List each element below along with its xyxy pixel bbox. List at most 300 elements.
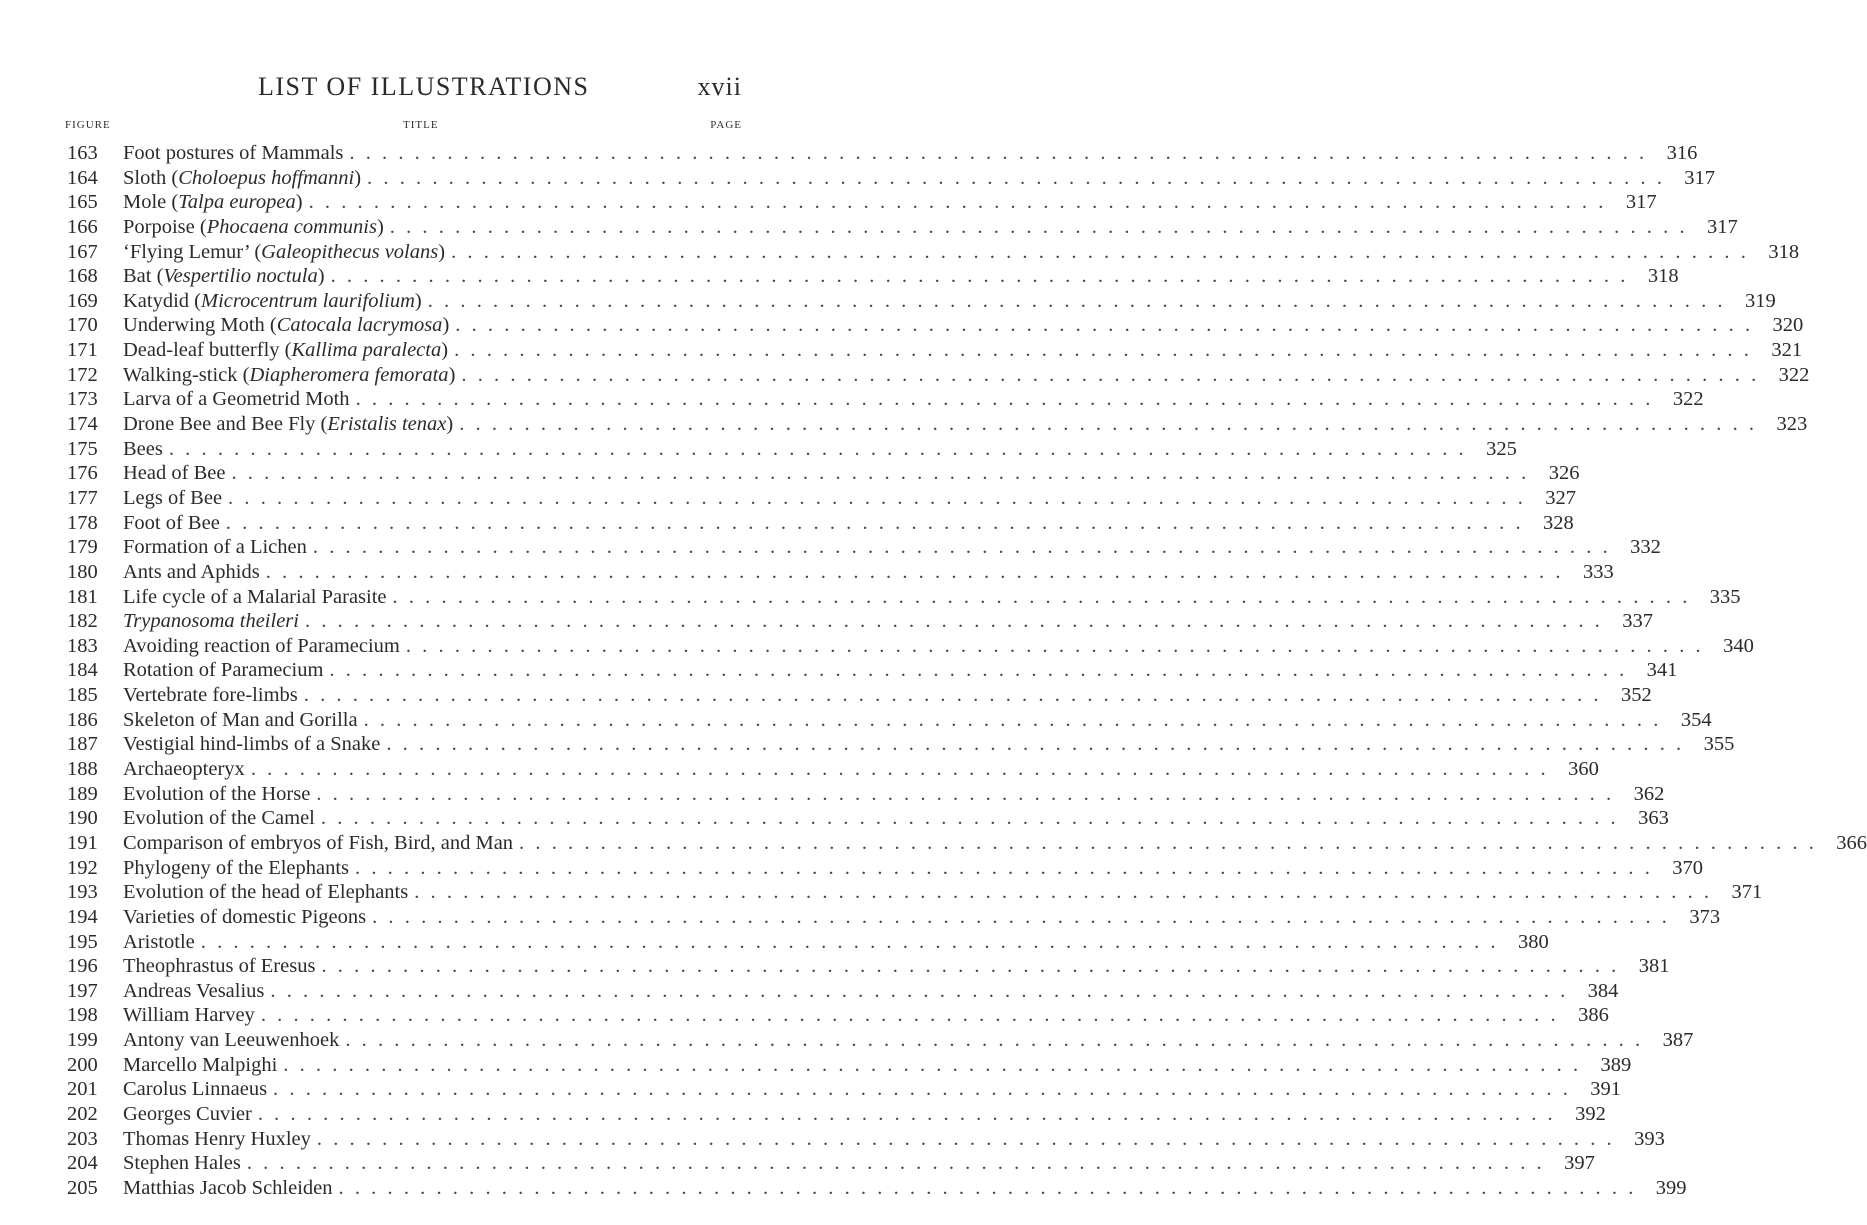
- title-text: Phylogeny of the Elephants: [123, 856, 350, 879]
- dot-leader: ................................................................................: [367, 166, 1674, 189]
- list-item: [67, 264, 1679, 289]
- figure-title: [123, 1176, 339, 1201]
- entry-title-line: [123, 387, 1704, 412]
- title-text: Katydid (: [123, 289, 201, 312]
- dot-leader: ................................................................................: [338, 1176, 1645, 1199]
- dot-leader: ................................................................................: [355, 388, 1662, 411]
- column-header-page: PAGE: [710, 119, 742, 131]
- entry-title-line: [123, 535, 1661, 560]
- dot-leader: ................................................................................: [273, 1078, 1580, 1101]
- list-item: [67, 683, 1652, 708]
- title-text: Theophrastus of Eresus: [123, 955, 316, 978]
- entry-title-line: [123, 880, 1763, 905]
- entry-title-line: [123, 585, 1741, 610]
- title-text: Legs of Bee: [123, 486, 223, 509]
- page-reference: 381: [1638, 955, 1670, 978]
- title-text: Walking-stick (: [123, 363, 250, 386]
- dot-leader: ................................................................................: [200, 930, 1507, 953]
- scientific-name: Trypanosoma theileri: [123, 610, 299, 633]
- title-text: Archaeopteryx: [123, 758, 245, 781]
- page-reference: 320: [1772, 314, 1804, 337]
- figure-number: 198: [67, 1004, 98, 1027]
- entry-title-line: [123, 437, 1517, 462]
- list-item: [67, 856, 1704, 881]
- dot-leader: ................................................................................: [283, 1053, 1590, 1076]
- figure-number: 186: [67, 708, 98, 731]
- figure-title: [123, 313, 455, 338]
- figure-title: [123, 289, 428, 314]
- figure-title: [123, 486, 228, 511]
- page-reference: 327: [1545, 486, 1577, 509]
- title-text: Andreas Vesalius: [123, 979, 265, 1002]
- dot-leader: ................................................................................: [330, 265, 1637, 288]
- page-reference: 317: [1707, 215, 1738, 238]
- entry-title-line: [123, 856, 1704, 881]
- title-text: ): [414, 289, 422, 312]
- figure-number: 170: [67, 314, 98, 337]
- title-text: Comparison of embryos of Fish, Bird, and Man: [123, 831, 514, 854]
- figure-number: 201: [67, 1078, 98, 1101]
- dot-leader: ................................................................................: [316, 782, 1623, 805]
- list-item: [67, 437, 1517, 462]
- title-text: Vestigial hind-limbs of a Snake: [123, 733, 381, 756]
- page-reference: 366: [1836, 831, 1867, 854]
- figure-number: 187: [67, 733, 98, 756]
- page-reference: 325: [1486, 437, 1517, 460]
- dot-leader: ................................................................................: [265, 560, 1572, 583]
- dot-leader: ................................................................................: [312, 536, 1619, 559]
- figure-number: 202: [67, 1102, 98, 1125]
- figure-title: [123, 1102, 258, 1127]
- title-text: Sloth (: [123, 166, 179, 189]
- list-item: [67, 240, 1800, 265]
- figure-number: 190: [67, 807, 98, 830]
- title-text: Evolution of the Camel: [123, 807, 315, 830]
- figure-title: [123, 634, 406, 659]
- figure-title: [123, 264, 331, 289]
- list-item: [67, 535, 1661, 560]
- dot-leader: ................................................................................: [363, 708, 1670, 731]
- entry-title-line: [123, 806, 1669, 831]
- figure-number: 182: [67, 610, 98, 633]
- entry-title-line: [123, 1003, 1609, 1028]
- title-text: Dead-leaf butterfly (: [123, 339, 292, 362]
- page-reference: 319: [1744, 289, 1776, 312]
- figure-number: 192: [67, 856, 98, 879]
- dot-leader: ................................................................................: [355, 856, 1662, 879]
- page-reference: 393: [1634, 1127, 1665, 1150]
- page-reference: 355: [1703, 733, 1735, 756]
- title-text: Bat (: [123, 265, 164, 288]
- figure-number: 175: [67, 437, 98, 460]
- entry-title-line: [123, 954, 1670, 979]
- title-text: Rotation of Paramecium: [123, 659, 324, 682]
- page-reference: 380: [1518, 930, 1549, 953]
- entry-title-line: [123, 831, 1867, 856]
- page-reference: 384: [1587, 979, 1619, 1002]
- scientific-name: Vespertilio noctula: [163, 265, 318, 288]
- title-text: Larva of a Geometrid Moth: [123, 388, 350, 411]
- dot-leader: ................................................................................: [257, 1102, 1564, 1125]
- dot-leader: ................................................................................: [461, 363, 1768, 386]
- list-item: [67, 412, 1808, 437]
- figure-title: [123, 658, 329, 683]
- figure-number: 171: [67, 339, 98, 362]
- figure-number: 200: [67, 1053, 98, 1076]
- figure-number: 199: [67, 1029, 98, 1052]
- page-reference: 328: [1543, 511, 1574, 534]
- figure-title: [123, 585, 393, 610]
- title-text: Evolution of the head of Elephants: [123, 881, 409, 904]
- list-item: [67, 387, 1704, 412]
- dot-leader: ................................................................................: [427, 289, 1734, 312]
- page-reference: 322: [1672, 388, 1704, 411]
- scientific-name: Talpa europea: [178, 191, 296, 214]
- figure-number: 195: [67, 930, 98, 953]
- figure-number: 174: [67, 413, 98, 436]
- page-reference: 318: [1647, 265, 1679, 288]
- title-text: Aristotle: [123, 930, 195, 953]
- dot-leader: ................................................................................: [270, 979, 1577, 1002]
- dot-leader: ................................................................................: [392, 585, 1699, 608]
- page-reference: 317: [1625, 191, 1657, 214]
- title-text: Carolus Linnaeus: [123, 1078, 268, 1101]
- figure-number: 196: [67, 955, 98, 978]
- scientific-name: Galeopithecus volans: [261, 240, 439, 263]
- entry-title-line: [123, 1053, 1632, 1078]
- figure-number: 178: [67, 511, 98, 534]
- column-headers: [65, 119, 742, 137]
- entry-title-line: [123, 338, 1803, 363]
- header-title: LIST OF ILLUSTRATIONS: [258, 72, 590, 101]
- entry-title-line: [123, 1077, 1622, 1102]
- title-text: Mole (: [123, 191, 179, 214]
- page-reference: 333: [1582, 560, 1614, 583]
- figure-number: 176: [67, 462, 98, 485]
- list-item: [67, 1028, 1694, 1053]
- page-reference: 316: [1666, 142, 1698, 164]
- list-item: [67, 905, 1721, 930]
- figure-number: 184: [67, 659, 98, 682]
- title-text: ): [376, 215, 384, 238]
- page-reference: 322: [1778, 363, 1810, 386]
- title-text: Skeleton of Man and Gorilla: [123, 708, 358, 731]
- list-item: [67, 313, 1804, 338]
- figure-title: [123, 437, 169, 462]
- dot-leader: ................................................................................: [303, 684, 1610, 707]
- dot-leader: ................................................................................: [304, 610, 1611, 633]
- page-reference: 370: [1672, 856, 1704, 879]
- dot-leader: ................................................................................: [405, 634, 1712, 657]
- title-text: ): [317, 265, 325, 288]
- figure-title: [123, 240, 451, 265]
- figure-title: [123, 363, 461, 388]
- entry-title-line: [123, 634, 1754, 659]
- figure-title: [123, 1028, 345, 1053]
- figure-title: [123, 190, 309, 215]
- figure-title: [123, 856, 355, 881]
- list-item: [67, 1053, 1632, 1078]
- list-item: [67, 585, 1741, 610]
- list-item: [67, 338, 1803, 363]
- page-reference: 362: [1633, 782, 1665, 805]
- figure-title: [123, 1127, 317, 1152]
- figure-title: [123, 535, 313, 560]
- title-text: Georges Cuvier: [123, 1102, 252, 1125]
- list-item: [67, 511, 1574, 536]
- list-item: [67, 1102, 1606, 1127]
- scientific-name: Microcentrum laurifolium: [201, 289, 415, 312]
- dot-leader: ................................................................................: [345, 1029, 1652, 1052]
- figure-title: [123, 905, 372, 930]
- figure-title: [123, 831, 519, 856]
- title-text: Bees: [123, 437, 163, 460]
- title-text: Formation of a Lichen: [123, 536, 307, 559]
- figure-title: [123, 782, 316, 807]
- page-reference: 323: [1776, 413, 1808, 436]
- dot-leader: ................................................................................: [386, 733, 1693, 756]
- entry-title-line: [123, 1127, 1665, 1152]
- list-item: [67, 486, 1577, 511]
- figure-title: [123, 979, 270, 1004]
- page-reference: 392: [1575, 1102, 1606, 1125]
- entry-title-line: [123, 461, 1580, 486]
- page-reference: 373: [1689, 905, 1721, 928]
- dot-leader: ................................................................................: [454, 339, 1761, 362]
- dot-leader: ................................................................................: [320, 807, 1627, 830]
- page-reference: 337: [1622, 610, 1653, 633]
- list-item: [67, 141, 1698, 166]
- page-reference: 341: [1646, 659, 1678, 682]
- dot-leader: ................................................................................: [349, 142, 1656, 164]
- title-text: Drone Bee and Bee Fly (: [123, 413, 328, 436]
- list-item: [67, 363, 1810, 388]
- page-reference: 318: [1768, 240, 1800, 263]
- scientific-name: Kallima paralecta: [291, 339, 442, 362]
- entry-title-line: [123, 1176, 1687, 1201]
- list-item: [67, 166, 1716, 191]
- dot-leader: ................................................................................: [316, 1127, 1623, 1150]
- figure-title: [123, 683, 304, 708]
- figure-title: [123, 954, 321, 979]
- page-reference: 335: [1709, 585, 1741, 608]
- figure-title: [123, 732, 386, 757]
- figure-title: [123, 141, 349, 166]
- figure-number: 166: [67, 215, 98, 238]
- page-reference: 340: [1723, 634, 1754, 657]
- column-header-figure: FIGURE: [65, 119, 111, 131]
- figure-title: [123, 412, 459, 437]
- list-item: [67, 658, 1678, 683]
- dot-leader: ................................................................................: [451, 240, 1758, 263]
- entry-title-line: [123, 313, 1804, 338]
- list-item: [67, 880, 1763, 905]
- title-text: Ants and Aphids: [123, 560, 260, 583]
- entry-title-line: [123, 930, 1549, 955]
- entry-title-line: [123, 486, 1577, 511]
- figure-number: 180: [67, 560, 98, 583]
- list-item: [67, 560, 1614, 585]
- entry-title-line: [123, 658, 1678, 683]
- title-text: Avoiding reaction of Paramecium: [123, 634, 400, 657]
- page-reference: 389: [1600, 1053, 1632, 1076]
- figure-title: [123, 806, 321, 831]
- entry-title-line: [123, 609, 1653, 634]
- figure-number: 204: [67, 1152, 98, 1175]
- list-item: [67, 806, 1669, 831]
- page-reference: 321: [1771, 339, 1803, 362]
- title-text: Matthias Jacob Schleiden: [123, 1176, 333, 1199]
- figure-number: 169: [67, 289, 98, 312]
- list-item: [67, 461, 1580, 486]
- page-reference: 352: [1621, 684, 1652, 707]
- entry-title-line: [123, 412, 1808, 437]
- dot-leader: ................................................................................: [250, 758, 1557, 781]
- dot-leader: ................................................................................: [372, 905, 1679, 928]
- list-item: [67, 1003, 1609, 1028]
- entry-title-line: [123, 190, 1657, 215]
- title-text: ): [446, 413, 454, 436]
- title-text: Varieties of domestic Pigeons: [123, 905, 367, 928]
- figure-title: [123, 215, 390, 240]
- dot-leader: ................................................................................: [260, 1004, 1567, 1027]
- list-item: [67, 1176, 1687, 1201]
- figure-number: 197: [67, 979, 98, 1002]
- title-text: Head of Bee: [123, 462, 226, 485]
- entry-title-line: [123, 1028, 1694, 1053]
- title-text: Evolution of the Horse: [123, 782, 311, 805]
- page-reference: 397: [1564, 1152, 1595, 1175]
- list-item: [67, 757, 1599, 782]
- title-text: Life cycle of a Malarial Parasite: [123, 585, 387, 608]
- dot-leader: ................................................................................: [231, 462, 1538, 485]
- figure-number: 181: [67, 585, 98, 608]
- list-item: [67, 831, 1867, 856]
- title-text: Antony van Leeuwenhoek: [123, 1029, 340, 1052]
- figure-number: 193: [67, 881, 98, 904]
- figure-title: [123, 930, 201, 955]
- entry-title-line: [123, 732, 1735, 757]
- scientific-name: Catocala lacrymosa: [276, 314, 443, 337]
- page-reference: 399: [1655, 1176, 1687, 1199]
- title-text: ): [441, 339, 449, 362]
- entry-title-line: [123, 1102, 1606, 1127]
- dot-leader: ................................................................................: [246, 1152, 1553, 1175]
- figure-title: [123, 461, 231, 486]
- illustrations-list: [67, 141, 1867, 1201]
- title-text: William Harvey: [123, 1004, 255, 1027]
- entry-title-line: [123, 1151, 1595, 1176]
- figure-title: [123, 609, 305, 634]
- figure-title: [123, 387, 356, 412]
- dot-leader: ................................................................................: [459, 413, 1766, 436]
- entry-title-line: [123, 708, 1712, 733]
- list-item: [67, 979, 1619, 1004]
- entry-title-line: [123, 979, 1619, 1004]
- list-item: [67, 1127, 1665, 1152]
- list-item: [67, 289, 1776, 314]
- title-text: Porpoise (: [123, 215, 207, 238]
- page-reference: 371: [1731, 881, 1763, 904]
- list-item: [67, 215, 1738, 240]
- title-text: ): [438, 240, 446, 263]
- list-item: [67, 609, 1653, 634]
- figure-title: [123, 708, 364, 733]
- figure-title: [123, 166, 367, 191]
- dot-leader: ................................................................................: [168, 437, 1475, 460]
- page-reference: 386: [1578, 1004, 1609, 1027]
- title-text: ): [354, 166, 362, 189]
- dot-leader: ................................................................................: [225, 511, 1532, 534]
- title-text: Foot postures of Mammals: [123, 142, 344, 164]
- figure-number: 165: [67, 191, 98, 214]
- entry-title-line: [123, 166, 1716, 191]
- figure-number: 191: [67, 831, 98, 854]
- title-text: Thomas Henry Huxley: [123, 1127, 311, 1150]
- list-item: [67, 782, 1665, 807]
- figure-title: [123, 880, 414, 905]
- list-item: [67, 634, 1754, 659]
- figure-number: 205: [67, 1176, 98, 1199]
- title-text: ‘Flying Lemur’ (: [123, 240, 262, 263]
- list-item: [67, 708, 1712, 733]
- page-reference: 332: [1630, 536, 1661, 559]
- figure-title: [123, 1003, 261, 1028]
- list-item: [67, 190, 1657, 215]
- list-item: [67, 954, 1670, 979]
- figure-number: 163: [67, 142, 98, 164]
- entry-title-line: [123, 289, 1776, 314]
- running-header: [68, 72, 742, 112]
- figure-number: 188: [67, 758, 98, 781]
- entry-title-line: [123, 264, 1679, 289]
- figure-number: 185: [67, 684, 98, 707]
- figure-number: 189: [67, 782, 98, 805]
- entry-title-line: [123, 511, 1574, 536]
- title-text: ): [295, 191, 303, 214]
- figure-title: [123, 1077, 273, 1102]
- list-item: [67, 1077, 1622, 1102]
- entry-title-line: [123, 757, 1599, 782]
- list-item: [67, 732, 1735, 757]
- figure-title: [123, 338, 454, 363]
- dot-leader: ................................................................................: [519, 831, 1826, 854]
- title-text: Vertebrate fore-limbs: [123, 684, 298, 707]
- figure-number: 172: [67, 363, 98, 386]
- entry-title-line: [123, 215, 1738, 240]
- dot-leader: ................................................................................: [389, 215, 1696, 238]
- entry-title-line: [123, 905, 1721, 930]
- page-reference: 326: [1548, 462, 1580, 485]
- page-reference: 317: [1684, 166, 1716, 189]
- scientific-name: Eristalis tenax: [327, 413, 447, 436]
- dot-leader: ................................................................................: [228, 486, 1535, 509]
- figure-number: 179: [67, 536, 98, 559]
- header-page-number: xvii: [697, 72, 742, 101]
- entry-title-line: [123, 240, 1800, 265]
- title-text: ): [448, 363, 456, 386]
- dot-leader: ................................................................................: [414, 881, 1721, 904]
- figure-number: 203: [67, 1127, 98, 1150]
- page-reference: 391: [1590, 1078, 1622, 1101]
- scientific-name: Phocaena communis: [206, 215, 377, 238]
- list-item: [67, 930, 1549, 955]
- figure-number: 168: [67, 265, 98, 288]
- list-item: [67, 1151, 1595, 1176]
- title-text: Marcello Malpighi: [123, 1053, 278, 1076]
- entry-title-line: [123, 363, 1810, 388]
- figure-number: 194: [67, 905, 98, 928]
